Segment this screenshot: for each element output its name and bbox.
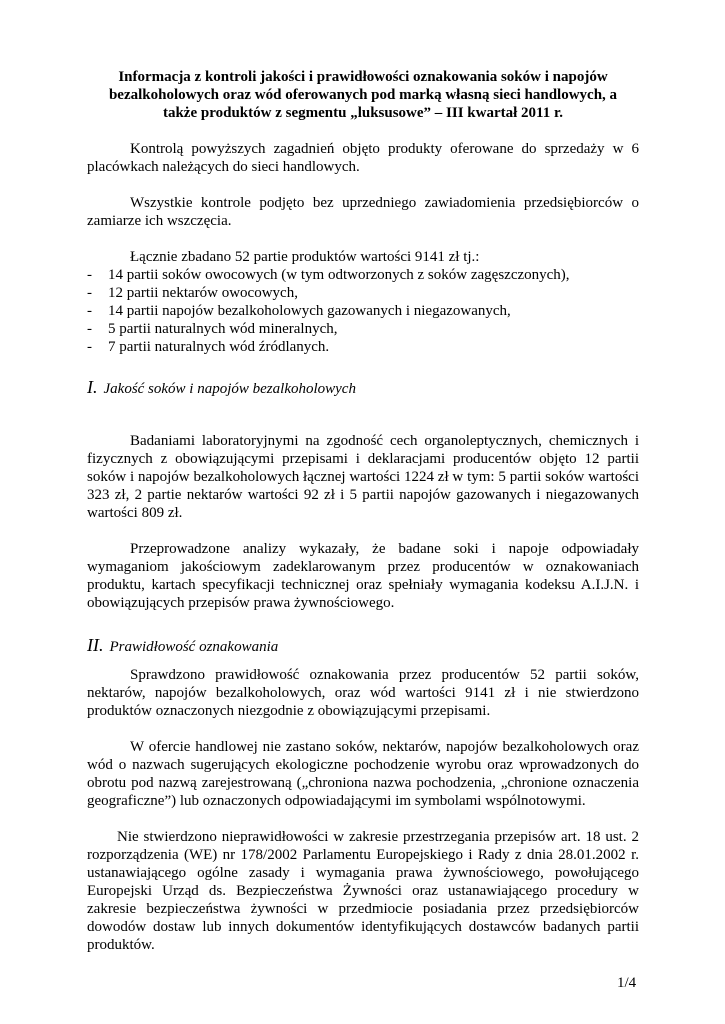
list-dash: - bbox=[87, 321, 92, 337]
document-content bbox=[87, 68, 639, 972]
list-item bbox=[87, 320, 639, 338]
list-dash: - bbox=[87, 285, 92, 301]
list-item-text: 5 partii naturalnych wód mineralnych, bbox=[108, 321, 338, 337]
list-item-text: 12 partii nektarów owocowych, bbox=[108, 285, 298, 301]
section-2-heading bbox=[87, 636, 639, 656]
list-item-text: 7 partii naturalnych wód źródlanych. bbox=[108, 339, 330, 355]
section-1-numeral: I. bbox=[87, 377, 98, 397]
intro-paragraph-2: Wszystkie kontrole podjęto bez uprzedniego zawiadomienia przedsiębiorców o zamiarze ich wszczęcia. bbox=[87, 195, 639, 229]
list-item bbox=[87, 266, 639, 284]
section-2-paragraph-3: Nie stwierdzono nieprawidłowości w zakresie przestrzegania przepisów art. 18 ust. 2 rozporządzenia (WE) nr 178/2002 Parlamentu Europejskiego i Rady z dnia 28.01.2002 r. ustanawiającego ogólne zasady i wymagania prawa żywnościowego, powołującego Europejski Urząd ds. Bezpieczeństwa Żywności oraz ustanawiającego procedury w zakresie bezpieczeństwa żywności w przedmiocie posiadania przez przedsiębiorców dowodów dostaw lub innych dokumentów identyfikujących dostawców badanych partii produktów. bbox=[87, 829, 639, 953]
list-item bbox=[87, 302, 639, 320]
section-2-paragraph-1: Sprawdzono prawidłowość oznakowania przez producentów 52 partii soków, nektarów, napojów bezalkoholowych, oraz wód wartości 9141 zł i nie stwierdzono produktów oznaczonych niezgodnie z obowiązującymi przepisami. bbox=[87, 667, 639, 719]
page-number: 1/4 bbox=[617, 975, 637, 991]
intro-paragraph-3: Łącznie zbadano 52 partie produktów wartości 9141 zł tj.: bbox=[130, 249, 480, 265]
list-item bbox=[87, 338, 639, 356]
list-item bbox=[87, 284, 639, 302]
list-item-text: 14 partii soków owocowych (w tym odtworzonych z soków zagęszczonych), bbox=[108, 267, 570, 283]
section-1-heading bbox=[87, 378, 639, 398]
list-item-text: 14 partii napojów bezalkoholowych gazowanych i niegazowanych, bbox=[108, 303, 511, 319]
section-2-numeral: II. bbox=[87, 635, 104, 655]
section-2-title: Prawidłowość oznakowania bbox=[109, 639, 279, 655]
list-dash: - bbox=[87, 303, 92, 319]
section-1-title: Jakość soków i napojów bezalkoholowych bbox=[103, 381, 356, 397]
list-dash: - bbox=[87, 339, 92, 355]
product-list bbox=[87, 266, 639, 356]
document-title: Informacja z kontroli jakości i prawidłowości oznakowania soków i napojów bezalkoholowych oraz wód oferowanych pod marką własną sieci handlowych, a także produktów z segmentu „luksusowe” – III kwartał 2011 r. bbox=[108, 69, 618, 121]
section-2-paragraph-2: W ofercie handlowej nie zastano soków, nektarów, napojów bezalkoholowych oraz wód o nazwach sugerujących ekologiczne pochodzenie wyrobu oraz wprowadzonych do obrotu pod nazwą zarejestrowaną („chroniona nazwa pochodzenia, „chronione oznaczenia geograficzne”) lub oznaczonych odpowiadającymi im symbolami wspólnotowymi. bbox=[87, 739, 639, 809]
section-1-paragraph-2: Przeprowadzone analizy wykazały, że badane soki i napoje odpowiadały wymaganiom jakościowym zadeklarowanym przez producentów w oznakowaniach produktu, kartach specyfikacji technicznej oraz spełniały wymagania kodeksu A.I.J.N. i obowiązujących przepisów prawa żywnościowego. bbox=[87, 541, 639, 611]
section-1-paragraph-1: Badaniami laboratoryjnymi na zgodność cech organoleptycznych, chemicznych i fizycznych z obowiązującymi przepisami i deklaracjami producentów objęto 12 partii soków i napojów bezalkoholowych łącznej wartości 1224 zł w tym: 5 partii soków wartości 323 zł, 2 partie nektarów wartości 92 zł i 5 partii napojów gazowanych i niegazowanych wartości 809 zł. bbox=[87, 433, 639, 521]
intro-paragraph-1: Kontrolą powyższych zagadnień objęto produkty oferowane do sprzedaży w 6 placówkach należących do sieci handlowych. bbox=[87, 141, 639, 175]
list-dash: - bbox=[87, 267, 92, 283]
